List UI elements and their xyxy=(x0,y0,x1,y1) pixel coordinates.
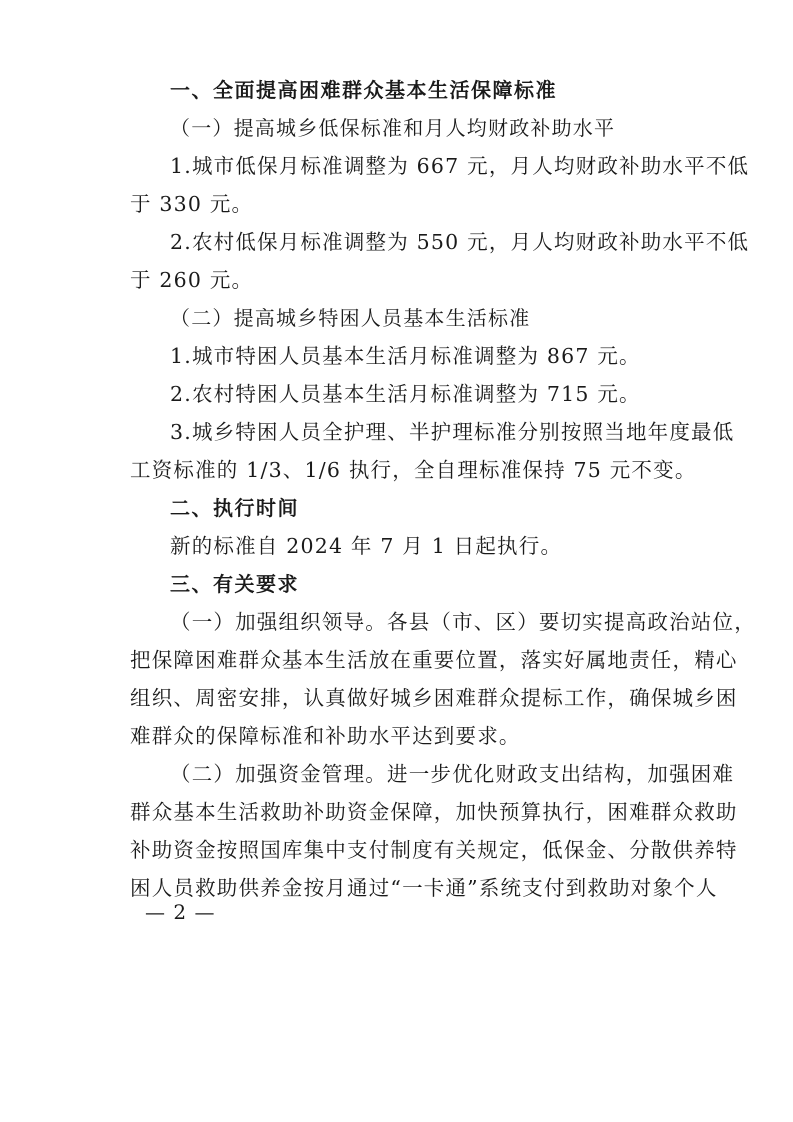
paragraph-line: 1.城市低保月标准调整为 667 元，月人均财政补助水平不低 xyxy=(170,154,750,178)
section-1-subheading-2: （二）提高城乡特困人员基本生活标准 xyxy=(170,306,531,330)
paragraph-line: 补助资金按照国库集中支付制度有关规定，低保金、分散供养特 xyxy=(130,838,738,862)
paragraph-line: 群众基本生活救助补助资金保障，加快预算执行，困难群众救助 xyxy=(130,800,738,824)
paragraph-line: 3.城乡特困人员全护理、半护理标准分别按照当地年度最低 xyxy=(170,420,735,444)
section-2-heading: 二、执行时间 xyxy=(170,496,299,520)
paragraph-line: 工资标准的 1/3、1/6 执行，全自理标准保持 75 元不变。 xyxy=(130,458,697,482)
paragraph-line: 组织、周密安排，认真做好城乡困难群众提标工作，确保城乡困 xyxy=(130,686,738,710)
section-1-heading: 一、全面提高困难群众基本生活保障标准 xyxy=(170,78,557,102)
page-number: — 2 — xyxy=(145,900,216,924)
paragraph-line: （一）加强组织领导。各县（市、区）要切实提高政治站位， xyxy=(170,610,756,634)
paragraph-line: （二）加强资金管理。进一步优化财政支出结构，加强困难 xyxy=(170,762,735,786)
paragraph-line: 1.城市特困人员基本生活月标准调整为 867 元。 xyxy=(170,344,641,368)
paragraph-line: 2.农村低保月标准调整为 550 元，月人均财政补助水平不低 xyxy=(170,230,750,254)
paragraph-line: 困人员救助供养金按月通过“一卡通”系统支付到救助对象个人 xyxy=(130,876,718,900)
paragraph-line: 难群众的保障标准和补助水平达到要求。 xyxy=(130,724,521,748)
section-1-subheading-1: （一）提高城乡低保标准和月人均财政补助水平 xyxy=(170,116,616,140)
paragraph-line: 把保障困难群众基本生活放在重要位置，落实好属地责任，精心 xyxy=(130,648,738,672)
paragraph-line: 于 330 元。 xyxy=(130,192,254,216)
paragraph-line: 新的标准自 2024 年 7 月 1 日起执行。 xyxy=(170,534,563,558)
paragraph-line: 2.农村特困人员基本生活月标准调整为 715 元。 xyxy=(170,382,641,406)
section-3-heading: 三、有关要求 xyxy=(170,572,299,596)
paragraph-line: 于 260 元。 xyxy=(130,268,254,292)
